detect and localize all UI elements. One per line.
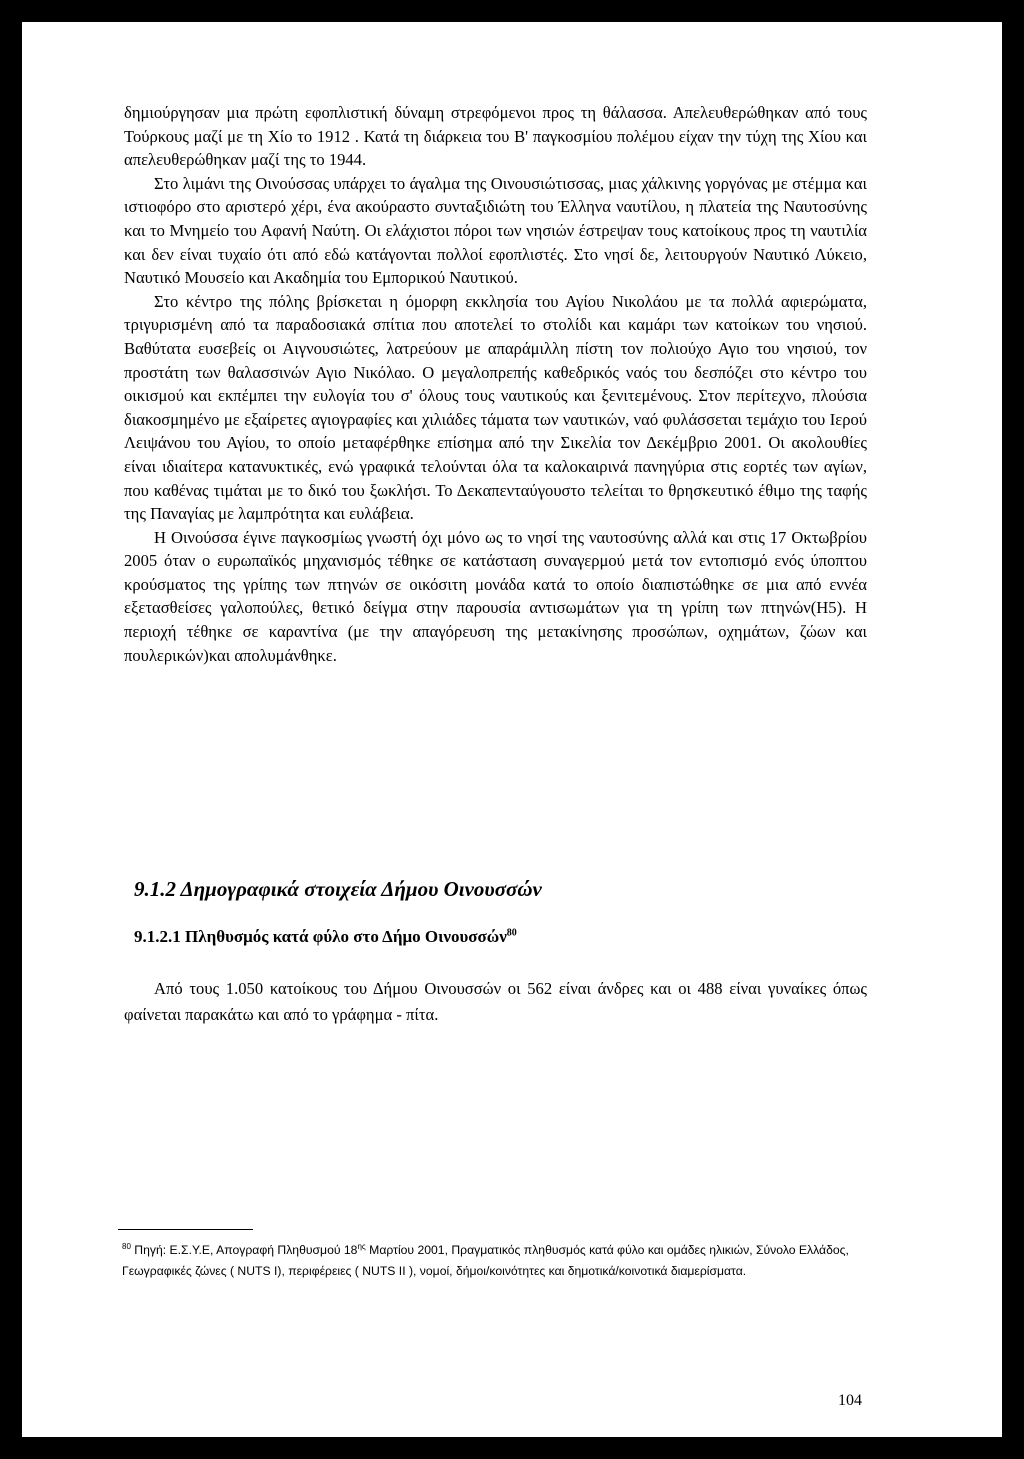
subsection-heading-text: 9.1.2.1 Πληθυσμός κατά φύλο στο Δήμο Οινουσσών	[134, 927, 507, 946]
footnote-text-part1: Πηγή: Ε.Σ.Υ.Ε, Απογραφή Πληθυσμού 18	[130, 1243, 358, 1258]
paragraph-bird-flu: Η Οινούσσα έγινε παγκοσμίως γνωστή όχι μόνο ως το νησί της ναυτοσύνης αλλά και στις 17 Οκτωβρίου 2005 όταν ο ευρωπαϊκός μηχανισμός τέθηκε σε κατάσταση συναγερμού μετά τον εντοπισμό ενός ύποπτου κρούσματος της γρίπης των πτηνών σε οικόσιτη μονάδα κατά το οποίο διαπιστώθηκε σε μια από εννέα εξετασθείσες γαλοπούλες, θετικό δείγμα στην παρουσία αντισωμάτων για τη γρίπη των πτηνών(H5). Η περιοχή τέθηκε σε καραντίνα (με την απαγόρευση της μετακίνησης προσώπων, οχημάτων, ζώων και πουλερικών)και απολυμάνθηκε.	[124, 527, 867, 665]
footnote-ordinal-suffix: ης	[357, 1242, 366, 1251]
page-number: 104	[838, 1392, 862, 1409]
footnote-text-part2: Μαρτίου 2001, Πραγματικός πληθυσμός κατά φύλο και ομάδες ηλικιών, Σύνολο Ελλάδος, Γεωγραφικές ζώνες ( NUTS I), περιφέρειες ( NUTS II ), νομοί, δήμοι/κοινότητες και δημοτικά/κοινοτικά διαμερίσματα.	[122, 1243, 849, 1279]
footnote-reference[interactable]: 80	[506, 927, 517, 939]
paragraph-church: Στο κέντρο της πόλης βρίσκεται η όμορφη εκκλησία του Αγίου Νικολάου με τα πολλά αφιερώματα, τριγυρισμένη από τα παραδοσιακά σπίτια που αποτελεί το στολίδι και καμάρι των κατοίκων του νησιού. Βαθύτατα ευσεβείς οι Αιγνουσιώτες, λατρεύουν με απαράμιλλη πίστη τον πολιούχο Αγιο του νησιού, τον προστάτη των θαλασσινών Αγιο Νικόλαο. Ο μεγαλοπρεπής καθεδρικός ναός του δεσπόζει στο κέντρο του οικισμού και εκπέμπει την ευλογία του σ' όλους τους ναυτικούς και ξενιτεμένους. Στον περίτεχνο, πλούσια διακοσμημένο με εξαίρετες αγιογραφίες και χιλιάδες τάματα των ναυτικών, ναό φυλάσσεται τεμάχιο του Ιερού Λειψάνου του Αγίου, το οποίο μεταφέρθηκε επίσημα από την Σικελία τον Δεκέμβριο 2001. Οι ακολουθίες είναι ιδιαίτερα κατανυκτικές, ενώ γραφικά τελούνται όλα τα καλοκαιρινά πανηγύρια στις εορτές των αγίων, που καθένας τιμάται με το δικό του ξωκλήσι. Το Δεκαπενταύγουστο τελείται το θρησκευτικό έθιμο της ταφής της Παναγίας με λαμπρότητα και ευλάβεια.	[124, 291, 867, 524]
footnote	[122, 1236, 870, 1282]
footnote-divider	[118, 1229, 253, 1230]
paragraph-continuation: δημιούργησαν μια πρώτη εφοπλιστική δύναμη στρεφόμενοι προς τη θάλασσα. Απελευθερώθηκαν από τους Τούρκους μαζί με τη Χίο το 1912 . Κατά τη διάρκεια του Β' παγκοσμίου πολέμου είχαν την τύχη της Χίου και απελευθερώθηκαν μαζί της το 1944.	[124, 103, 867, 170]
footnote-marker: 80	[122, 1242, 131, 1251]
section-heading: 9.1.2 Δημογραφικά στοιχεία Δήμου Οινουσσών	[134, 877, 542, 901]
subsection-heading	[134, 927, 874, 947]
paragraph-harbor: Στο λιμάνι της Οινούσσας υπάρχει το άγαλμα της Οινουσιώτισσας, μιας χάλκινης γοργόνας με στέμμα και ιστιοφόρο στο αριστερό χέρι, ένα ακούραστο συνταξιδιώτη του Έλληνα ναυτίλου, η πλατεία της Ναυτοσύνης και το Μνημείο του Αφανή Ναύτη. Οι ελάχιστοι πόροι των νησιών έστρεψαν τους κατοίκους προς τη ναυτιλία και δεν είναι τυχαίο ότι από εδώ κατάγονται πολλοί εφοπλιστές. Στο νησί δε, λειτουργούν Ναυτικό Λύκειο, Ναυτικό Μουσείο και Ακαδημία του Εμπορικού Ναυτικού.	[124, 173, 867, 288]
body-text	[124, 101, 867, 667]
intro-paragraph: Από τους 1.050 κατοίκους του Δήμου Οινουσσών οι 562 είναι άνδρες και οι 488 είναι γυναίκες όπως φαίνεται παρακάτω και από το γράφημα - πίτα.	[124, 979, 867, 1024]
